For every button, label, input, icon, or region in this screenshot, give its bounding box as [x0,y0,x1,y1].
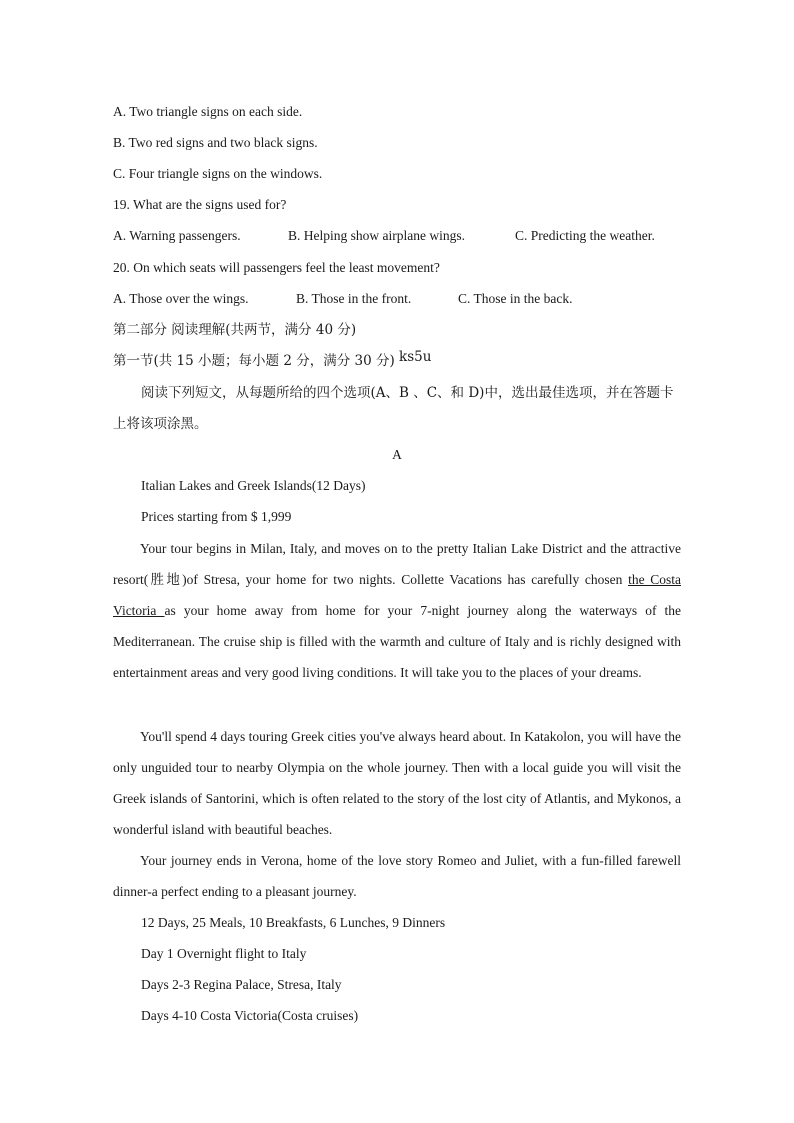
price-line: Prices starting from $ 1,999 [141,509,292,524]
paragraph-2 [113,721,681,845]
paragraph-1-text-before: Your tour begins in Milan, Italy, and moves on to the pretty Italian Lake District and the attractive resort(胜地)of Stresa, your home for two nights. Collette Vacations has carefully chosen [113,541,681,588]
paragraph-3 [113,845,681,907]
paragraph-1 [113,533,681,688]
section-heading: 第二部分 阅读理解(共两节，满分 40 分) [113,322,357,338]
q20-question: 20. On which seats will passengers feel the least movement? [113,260,440,275]
q19-option-b: B. Helping show airplane wings. [288,228,465,243]
watermark-text: ks5u [399,349,432,365]
itinerary-days-4-10: Days 4-10 Costa Victoria(Costa cruises) [141,1008,359,1023]
paragraph-1-text-after: as your home away from home for your 7-night journey along the waterways of the Mediterranean. The cruise ship is filled with the warmth and culture of Italy and is richly designed with entertainment areas and very good living conditions. It will take you to the places of your dreams. [113,603,682,681]
itinerary-summary: 12 Days, 25 Meals, 10 Breakfasts, 6 Lunches, 9 Dinners [141,915,446,930]
q18-option-c: C. Four triangle signs on the windows. [113,166,323,181]
q20-option-a: A. Those over the wings. [113,291,249,306]
passage-label: A [392,447,402,462]
q19-option-c: C. Predicting the weather. [515,228,655,243]
q19-option-a: A. Warning passengers. [113,228,241,243]
paragraph-3-text: Your journey ends in Verona, home of the love story Romeo and Juliet, with a fun-filled farewell dinner-a perfect ending to a pleasant journey. [113,853,681,900]
subsection-heading [113,349,432,369]
costa-victoria-underlined: the Costa Victoria [113,572,681,619]
instructions-line-1: 阅读下列短文，从每题所给的四个选项(A、B 、C、和 D)中，选出最佳选项，并在答题卡 [141,385,674,401]
instructions-line-2: 上将该项涂黑。 [113,416,208,432]
itinerary-days-2-3: Days 2-3 Regina Palace, Stresa, Italy [141,977,342,992]
q20-option-b: B. Those in the front. [296,291,412,306]
itinerary-day-1: Day 1 Overnight flight to Italy [141,946,307,961]
paragraph-2-text: You'll spend 4 days touring Greek cities you've always heard about. In Katakolon, you will have the only unguided tour to nearby Olympia on the whole journey. Then with a local guide you will visit the Greek islands of Santorini, which is often related to the story of the lost city of Atlantis, and Mykonos, a wonderful island with beautiful beaches. [113,729,681,838]
subsection-heading-text: 第一节(共 15 小题；每小题 2 分，满分 30 分) [113,353,395,369]
passage-title: Italian Lakes and Greek Islands(12 Days) [141,478,366,493]
q18-option-b: B. Two red signs and two black signs. [113,135,318,150]
q19-question: 19. What are the signs used for? [113,197,287,212]
q18-option-a: A. Two triangle signs on each side. [113,104,303,119]
q20-option-c: C. Those in the back. [458,291,573,306]
